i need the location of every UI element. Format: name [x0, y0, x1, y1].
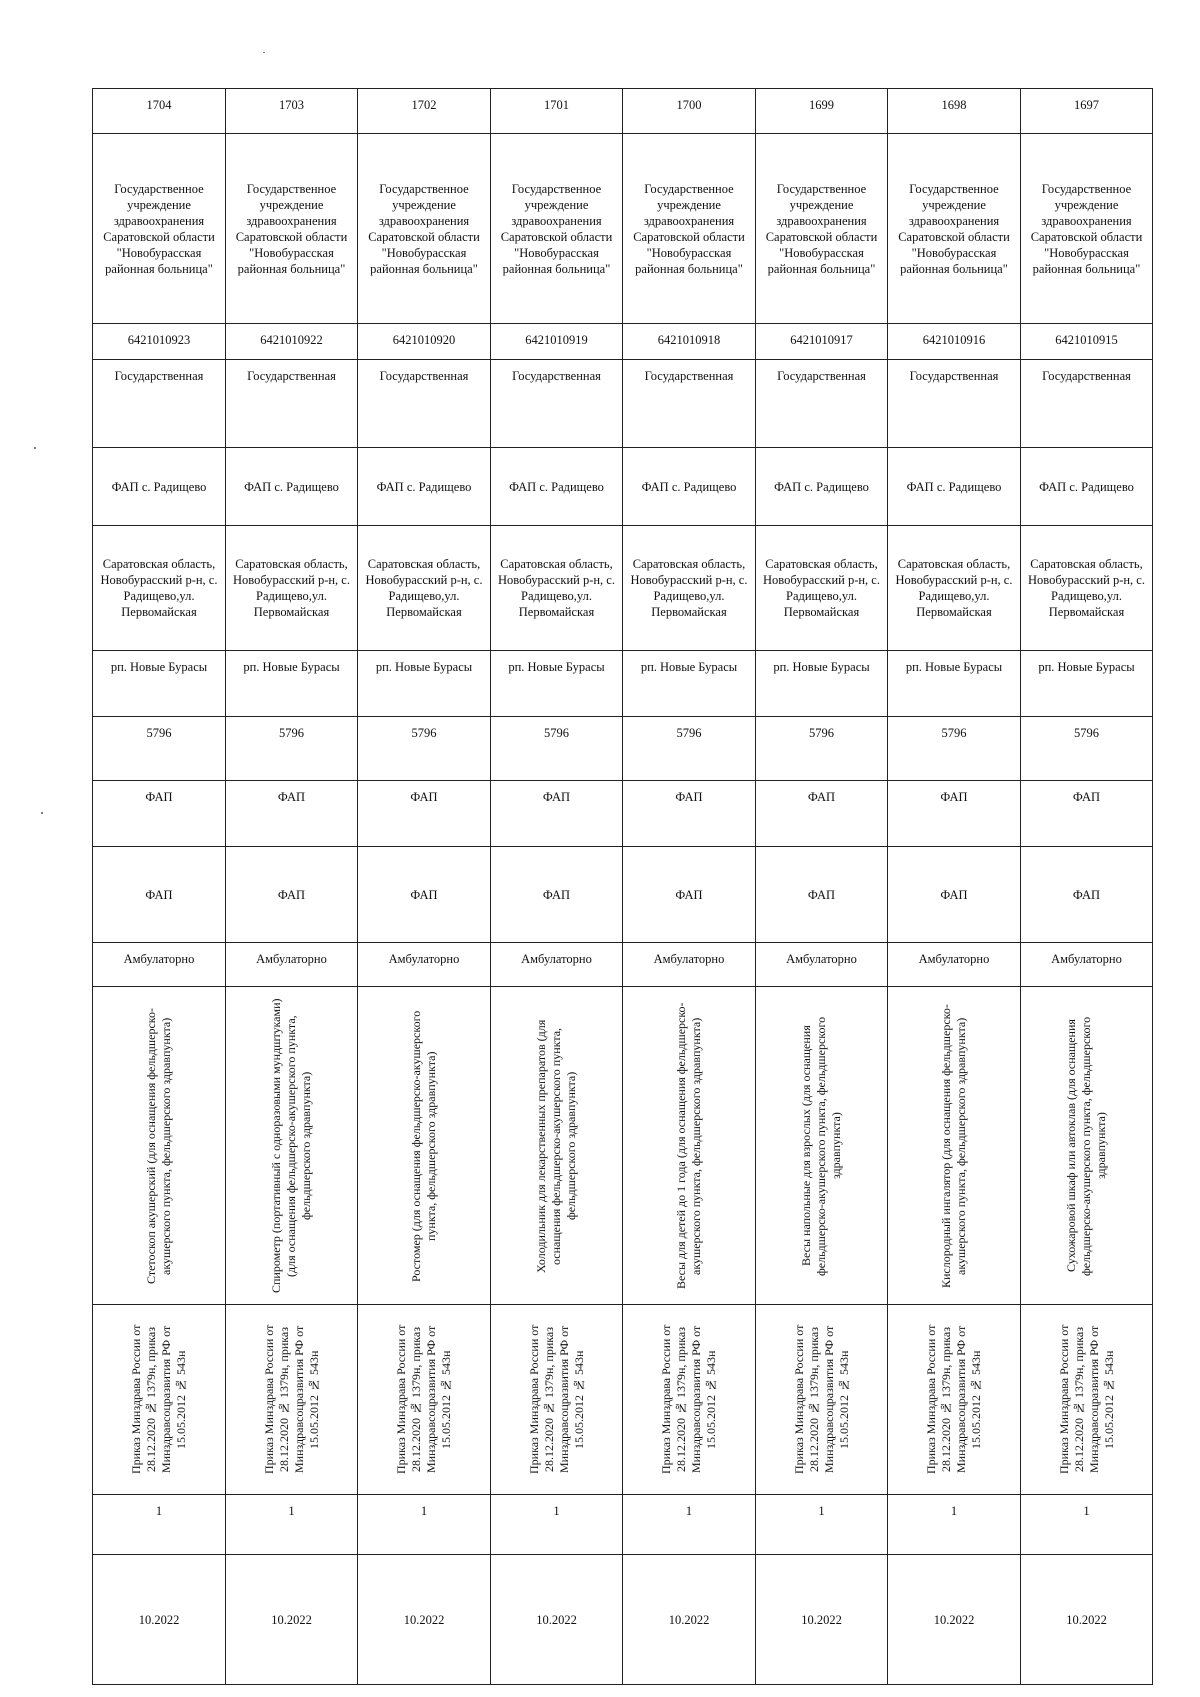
cell-locality: рп. Новые Бурасы [491, 651, 623, 717]
row-locality [93, 651, 1153, 717]
cell-care: Амбулаторно [491, 943, 623, 987]
cell-ownership: Государственная [623, 360, 756, 448]
cell-order [93, 1305, 226, 1495]
cell-locality: рп. Новые Бурасы [358, 651, 491, 717]
cell-facility: ФАП с. Радищево [756, 448, 888, 526]
cell-equipment [226, 987, 358, 1305]
cell-type: ФАП [93, 781, 226, 847]
cell-care: Амбулаторно [226, 943, 358, 987]
cell-inn: 6421010922 [226, 324, 358, 360]
cell-id: 1698 [888, 89, 1021, 134]
cell-care: Амбулаторно [93, 943, 226, 987]
cell-inn: 6421010918 [623, 324, 756, 360]
cell-subtype: ФАП [888, 847, 1021, 943]
cell-subtype: ФАП [358, 847, 491, 943]
cell-organization: Государственное учреждение здравоохранения Саратовской области "Новобурасская районная больница" [756, 134, 888, 324]
order-text: Приказ Минздрава России от 28.12.2020 № 1379н, приказ Минздравсоцразвития РФ от 15.05.2012 № 543н [1056, 1324, 1116, 1475]
cell-ownership: Государственная [756, 360, 888, 448]
cell-ownership: Государственная [491, 360, 623, 448]
cell-inn: 6421010915 [1021, 324, 1153, 360]
cell-date: 10.2022 [358, 1555, 491, 1685]
cell-organization: Государственное учреждение здравоохранения Саратовской области "Новобурасская районная больница" [93, 134, 226, 324]
cell-type: ФАП [226, 781, 358, 847]
cell-code: 5796 [491, 717, 623, 781]
cell-care: Амбулаторно [1021, 943, 1153, 987]
cell-order [1021, 1305, 1153, 1495]
row-organization [93, 134, 1153, 324]
row-date [93, 1555, 1153, 1685]
cell-date: 10.2022 [226, 1555, 358, 1685]
cell-inn: 6421010916 [888, 324, 1021, 360]
cell-ownership: Государственная [93, 360, 226, 448]
equipment-text: Кислородный ингалятор (для оснащения фельдшерско-акушерского пункта, фельдшерского здравпункта) [939, 1003, 968, 1288]
cell-equipment [491, 987, 623, 1305]
cell-inn: 6421010919 [491, 324, 623, 360]
cell-quantity: 1 [226, 1495, 358, 1555]
cell-order [491, 1305, 623, 1495]
cell-quantity: 1 [1021, 1495, 1153, 1555]
order-text: Приказ Минздрава России от 28.12.2020 № 1379н, приказ Минздравсоцразвития РФ от 15.05.2012 № 543н [924, 1324, 983, 1475]
cell-code: 5796 [756, 717, 888, 781]
cell-date: 10.2022 [1021, 1555, 1153, 1685]
cell-code: 5796 [93, 717, 226, 781]
cell-order [756, 1305, 888, 1495]
cell-subtype: ФАП [623, 847, 756, 943]
cell-address: Саратовская область, Новобурасский р-н, с. Радищево,ул. Первомайская [888, 526, 1021, 651]
cell-facility: ФАП с. Радищево [93, 448, 226, 526]
cell-subtype: ФАП [226, 847, 358, 943]
cell-organization: Государственное учреждение здравоохранения Саратовской области "Новобурасская районная больница" [491, 134, 623, 324]
equipment-text: Ростомер (для оснащения фельдшерско-акушерского пункта, фельдшерского здравпункта) [409, 1009, 438, 1282]
row-inn [93, 324, 1153, 360]
row-facility [93, 448, 1153, 526]
cell-type: ФАП [756, 781, 888, 847]
row-type-1 [93, 781, 1153, 847]
scan-speck [41, 812, 43, 814]
cell-locality: рп. Новые Бурасы [1021, 651, 1153, 717]
cell-organization: Государственное учреждение здравоохранения Саратовской области "Новобурасская районная больница" [623, 134, 756, 324]
cell-ownership: Государственная [888, 360, 1021, 448]
cell-ownership: Государственная [1021, 360, 1153, 448]
cell-id: 1700 [623, 89, 756, 134]
cell-id: 1699 [756, 89, 888, 134]
cell-subtype: ФАП [491, 847, 623, 943]
order-text: Приказ Минздрава России от 28.12.2020 № 1379н, приказ Минздравсоцразвития РФ от 15.05.2012 № 543н [791, 1324, 851, 1475]
cell-organization: Государственное учреждение здравоохранения Саратовской области "Новобурасская районная больница" [888, 134, 1021, 324]
cell-equipment [358, 987, 491, 1305]
row-equipment [93, 987, 1153, 1305]
cell-ownership: Государственная [226, 360, 358, 448]
cell-locality: рп. Новые Бурасы [226, 651, 358, 717]
cell-ownership: Государственная [358, 360, 491, 448]
cell-inn: 6421010920 [358, 324, 491, 360]
order-text: Приказ Минздрава России от 28.12.2020 № 1379н, приказ Минздравсоцразвития РФ от 15.05.2012 № 543н [526, 1324, 586, 1475]
cell-equipment [756, 987, 888, 1305]
cell-care: Амбулаторно [888, 943, 1021, 987]
cell-code: 5796 [1021, 717, 1153, 781]
cell-quantity: 1 [491, 1495, 623, 1555]
cell-type: ФАП [1021, 781, 1153, 847]
equipment-table [92, 88, 1153, 1685]
cell-subtype: ФАП [93, 847, 226, 943]
cell-order [226, 1305, 358, 1495]
cell-organization: Государственное учреждение здравоохранения Саратовской области "Новобурасская районная больница" [1021, 134, 1153, 324]
equipment-text: Сухожаровой шкаф или автоклав (для оснащения фельдшерско-акушерского пункта, фельдшерского здравпункта) [1064, 1015, 1108, 1276]
cell-type: ФАП [358, 781, 491, 847]
cell-inn: 6421010917 [756, 324, 888, 360]
row-type-2 [93, 847, 1153, 943]
cell-care: Амбулаторно [358, 943, 491, 987]
cell-equipment [888, 987, 1021, 1305]
cell-order [888, 1305, 1021, 1495]
equipment-text: Весы напольные для взрослых (для оснащения фельдшерско-акушерского пункта, фельдшерского здравпункта) [799, 1015, 843, 1276]
cell-care: Амбулаторно [756, 943, 888, 987]
cell-locality: рп. Новые Бурасы [888, 651, 1021, 717]
order-text: Приказ Минздрава России от 28.12.2020 № 1379н, приказ Минздравсоцразвития РФ от 15.05.2012 № 543н [394, 1324, 453, 1475]
scan-speck [34, 447, 36, 449]
cell-equipment [93, 987, 226, 1305]
row-id [93, 89, 1153, 134]
cell-quantity: 1 [756, 1495, 888, 1555]
cell-code: 5796 [226, 717, 358, 781]
cell-address: Саратовская область, Новобурасский р-н, с. Радищево,ул. Первомайская [226, 526, 358, 651]
cell-facility: ФАП с. Радищево [491, 448, 623, 526]
cell-organization: Государственное учреждение здравоохранения Саратовской области "Новобурасская районная больница" [226, 134, 358, 324]
cell-quantity: 1 [93, 1495, 226, 1555]
cell-date: 10.2022 [491, 1555, 623, 1685]
cell-type: ФАП [491, 781, 623, 847]
cell-id: 1697 [1021, 89, 1153, 134]
cell-date: 10.2022 [756, 1555, 888, 1685]
cell-date: 10.2022 [93, 1555, 226, 1685]
cell-id: 1703 [226, 89, 358, 134]
cell-care: Амбулаторно [623, 943, 756, 987]
cell-equipment [623, 987, 756, 1305]
cell-code: 5796 [358, 717, 491, 781]
cell-id: 1702 [358, 89, 491, 134]
cell-subtype: ФАП [756, 847, 888, 943]
cell-locality: рп. Новые Бурасы [756, 651, 888, 717]
cell-facility: ФАП с. Радищево [226, 448, 358, 526]
cell-facility: ФАП с. Радищево [623, 448, 756, 526]
cell-organization: Государственное учреждение здравоохранения Саратовской области "Новобурасская районная больница" [358, 134, 491, 324]
cell-quantity: 1 [623, 1495, 756, 1555]
row-quantity [93, 1495, 1153, 1555]
cell-date: 10.2022 [888, 1555, 1021, 1685]
equipment-text: Стетоскоп акушерский (для оснащения фельдшерско-акушерского пункта, фельдшерского здравпункта) [144, 1007, 173, 1284]
cell-id: 1704 [93, 89, 226, 134]
cell-locality: рп. Новые Бурасы [623, 651, 756, 717]
scan-speck [263, 52, 265, 53]
cell-id: 1701 [491, 89, 623, 134]
cell-equipment [1021, 987, 1153, 1305]
cell-facility: ФАП с. Радищево [358, 448, 491, 526]
row-care [93, 943, 1153, 987]
cell-code: 5796 [623, 717, 756, 781]
cell-facility: ФАП с. Радищево [888, 448, 1021, 526]
row-ownership [93, 360, 1153, 448]
cell-inn: 6421010923 [93, 324, 226, 360]
equipment-text: Холодильник для лекарственных препаратов (для оснащения фельдшерско-акушерского пункта, фельдшерского здравпункта) [534, 1018, 578, 1273]
order-text: Приказ Минздрава России от 28.12.2020 № 1379н, приказ Минздравсоцразвития РФ от 15.05.2012 № 543н [261, 1324, 321, 1475]
equipment-text: Весы для детей до 1 года (для оснащения фельдшерско-акушерского пункта, фельдшерского здравпункта) [674, 1002, 703, 1289]
cell-quantity: 1 [888, 1495, 1021, 1555]
cell-code: 5796 [888, 717, 1021, 781]
cell-address: Саратовская область, Новобурасский р-н, с. Радищево,ул. Первомайская [491, 526, 623, 651]
order-text: Приказ Минздрава России от 28.12.2020 № 1379н, приказ Минздравсоцразвития РФ от 15.05.2012 № 543н [659, 1324, 718, 1475]
cell-address: Саратовская область, Новобурасский р-н, с. Радищево,ул. Первомайская [1021, 526, 1153, 651]
cell-order [623, 1305, 756, 1495]
cell-address: Саратовская область, Новобурасский р-н, с. Радищево,ул. Первомайская [756, 526, 888, 651]
cell-date: 10.2022 [623, 1555, 756, 1685]
row-order [93, 1305, 1153, 1495]
cell-facility: ФАП с. Радищево [1021, 448, 1153, 526]
cell-address: Саратовская область, Новобурасский р-н, с. Радищево,ул. Первомайская [358, 526, 491, 651]
row-code [93, 717, 1153, 781]
order-text: Приказ Минздрава России от 28.12.2020 № 1379н, приказ Минздравсоцразвития РФ от 15.05.2012 № 543н [129, 1324, 188, 1475]
cell-subtype: ФАП [1021, 847, 1153, 943]
cell-address: Саратовская область, Новобурасский р-н, с. Радищево,ул. Первомайская [623, 526, 756, 651]
cell-type: ФАП [888, 781, 1021, 847]
cell-quantity: 1 [358, 1495, 491, 1555]
cell-type: ФАП [623, 781, 756, 847]
row-address [93, 526, 1153, 651]
cell-address: Саратовская область, Новобурасский р-н, с. Радищево,ул. Первомайская [93, 526, 226, 651]
equipment-text: Спирометр (портативный с одноразовыми мундштуками) (для оснащения фельдшерско-акушерского пункта, фельдшерского здравпункта) [269, 998, 313, 1293]
cell-order [358, 1305, 491, 1495]
cell-locality: рп. Новые Бурасы [93, 651, 226, 717]
